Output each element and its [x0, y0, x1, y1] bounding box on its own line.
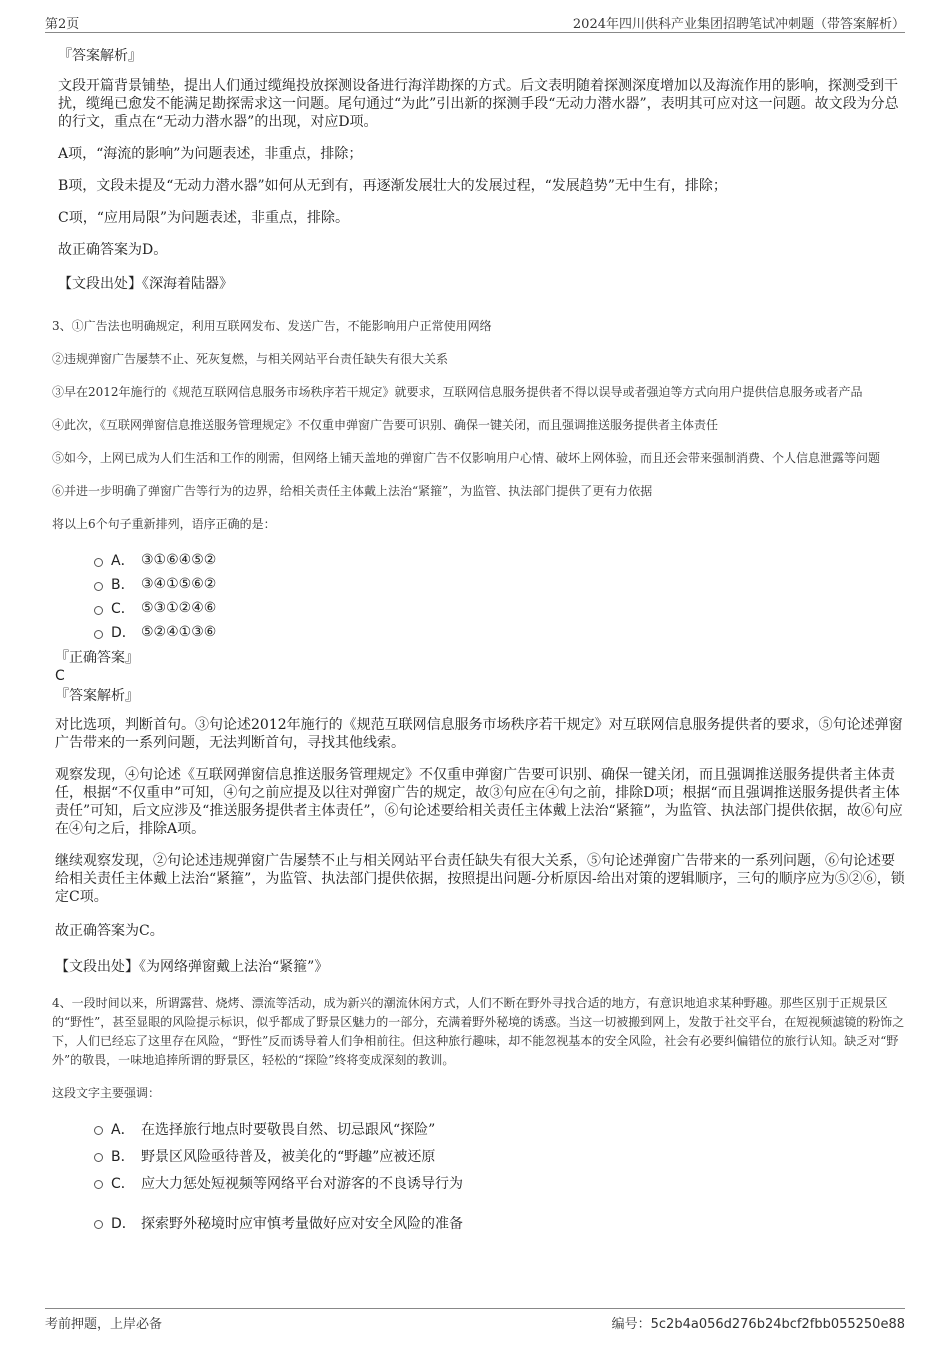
radio-button-icon[interactable]	[94, 606, 103, 615]
q3-option-a[interactable]	[94, 548, 905, 572]
radio-button-icon[interactable]	[94, 1126, 103, 1135]
q3-correct-title: 『正确答案』	[55, 650, 139, 666]
document-title: 2024年四川供科产业集团招聘笔试冲刺题（带答案解析）	[572, 17, 905, 32]
option-letter: B．	[111, 1148, 135, 1165]
q3-option-b[interactable]	[94, 572, 905, 596]
option-text: 应大力惩处短视频等网络平台对游客的不良诱导行为	[141, 1175, 463, 1192]
option-letter: A．	[111, 1121, 135, 1138]
radio-button-icon[interactable]	[94, 1153, 103, 1162]
q4-option-b[interactable]	[94, 1142, 905, 1169]
radio-button-icon[interactable]	[94, 558, 103, 567]
option-letter: D．	[111, 1215, 136, 1232]
option-letter: D．	[111, 625, 136, 641]
option-text: ⑤③①②④⑥	[141, 600, 217, 616]
q3-block	[52, 317, 905, 976]
q2-item-b: B项，文段未提及“无动力潜水器”如何从无到有，再逐渐发展壮大的发展过程，“发展趋势”无中生有，排除；	[58, 178, 727, 194]
q2-item-c: C项，“应用局限”为问题表述，非重点，排除。	[58, 210, 350, 226]
q4-option-a[interactable]	[94, 1115, 905, 1142]
q4-option-c[interactable]	[94, 1169, 905, 1196]
q3-options	[94, 548, 905, 644]
option-text: ⑤②④①③⑥	[141, 624, 217, 640]
footer-id-code: 5c2b4a056d276b24bcf2fbb055250e88	[650, 1317, 905, 1332]
q3-sentence-4: ④此次，《互联网弹窗信息推送服务管理规定》不仅重申弹窗广告要可识别、确保一键关闭，而且强调推送服务提供者主体责任	[52, 418, 719, 432]
q4-options	[94, 1115, 905, 1236]
q3-source: 【文段出处】《为网络弹窗戴上法治“紧箍”》	[55, 959, 329, 975]
q3-prompt: 将以上6个句子重新排列，语序正确的是：	[52, 517, 276, 531]
q3-sentence-1: 3、①广告法也明确规定，利用互联网发布、发送广告，不能影响用户正常使用网络	[52, 319, 492, 333]
page-content	[52, 45, 905, 1236]
q3-option-c[interactable]	[94, 596, 905, 620]
q4-passage: 4、一段时间以来，所谓露营、烧烤、漂流等活动，成为新兴的潮流休闲方式，人们不断在野外寻找合适的地方，有意识地追求某种野趣。那些区别于正规景区的“野性”，甚至显眼的风险提示标识，似乎都成了野景区魅力的一部分，充满着野外秘境的诱惑。当这一切被搬到网上，发散于社交平台，在短视频滤镜的粉饰之下，人们已经忘了这里存在风险，“野性”反而诱导着人们争相前往。但这种旅行趣味，却不能忽视基本的安全风险，社会有必要纠偏错位的旅行认知。缺乏对“野外”的敬畏，一味地追捧所谓的野景区，轻松的“探险”终将变成深刻的教训。	[52, 996, 905, 1067]
page-header	[45, 10, 905, 33]
option-text: 探索野外秘境时应审慎考量做好应对安全风险的准备	[141, 1215, 463, 1232]
q3-conclusion: 故正确答案为C。	[55, 923, 164, 939]
option-text: ③①⑥④⑤②	[141, 552, 217, 568]
q3-option-d[interactable]	[94, 620, 905, 644]
option-text: 在选择旅行地点时要敬畏自然、切忌跟风“探险”	[141, 1121, 436, 1138]
q3-sentence-3: ③早在2012年施行的《规范互联网信息服务市场秩序若干规定》就要求，互联网信息服务提供者不得以误导或者强迫等方式向用户提供信息服务或者产品	[52, 385, 863, 399]
radio-button-icon[interactable]	[94, 582, 103, 591]
q2-conclusion: 故正确答案为D。	[58, 242, 168, 258]
footer-id	[612, 1313, 905, 1332]
q4-prompt: 这段文字主要强调：	[52, 1086, 161, 1100]
q3-sentence-5: ⑤如今，上网已成为人们生活和工作的刚需，但网络上铺天盖地的弹窗广告不仅影响用户心情、破坏上网体验，而且还会带来强制消费、个人信息泄露等问题	[52, 451, 881, 465]
option-text: ③④①⑤⑥②	[141, 576, 217, 592]
q3-analysis-title: 『答案解析』	[55, 688, 139, 704]
q3-sentence-2: ②违规弹窗广告屡禁不止、死灰复燃，与相关网站平台责任缺失有很大关系	[52, 352, 449, 366]
page-footer	[45, 1308, 905, 1331]
radio-button-icon[interactable]	[94, 1220, 103, 1229]
option-letter: C．	[111, 601, 135, 617]
option-text: 野景区风险亟待普及，被美化的“野趣”应被还原	[141, 1148, 436, 1165]
footer-id-label: 编号：	[611, 1317, 651, 1332]
q2-analysis-title: 『答案解析』	[58, 48, 142, 64]
footer-slogan: 考前押题，上岸必备	[45, 1317, 163, 1332]
option-letter: B．	[111, 577, 135, 593]
radio-button-icon[interactable]	[94, 630, 103, 639]
q3-analysis-2: 观察发现，④句论述《互联网弹窗信息推送服务管理规定》不仅重申弹窗广告要可识别、确保一键关闭，而且强调推送服务提供者主体责任，根据“不仅重申”可知，④句之前应提及以往对弹窗广告的规定，故③句应在④句之前，排除D项；根据“而且强调推送服务提供者主体责任”可知，后文应涉及“推送服务提供者主体责任”，⑥句论述要给相关责任主体戴上法治“紧箍”，为监管、执法部门提供依据，故⑥句应在④句之后，排除A项。	[55, 767, 903, 837]
q4-option-d[interactable]	[94, 1209, 905, 1236]
q4-block	[52, 994, 905, 1236]
q3-analysis-3: 继续观察发现，②句论述违规弹窗广告屡禁不止与相关网站平台责任缺失有很大关系，⑤句论述弹窗广告带来的一系列问题，⑥句论述要给相关责任主体戴上法治“紧箍”，为监管、执法部门提供依据，按照提出问题-分析原因-给出对策的逻辑顺序，三句的顺序应为⑤②⑥，锁定C项。	[55, 853, 905, 905]
option-letter: C．	[111, 1175, 135, 1192]
option-letter: A．	[111, 553, 135, 569]
page-number: 第2页	[45, 17, 80, 32]
q3-correct-answer: C	[55, 668, 65, 684]
radio-button-icon[interactable]	[94, 1180, 103, 1189]
q3-analysis-1: 对比选项，判断首句。③句论述2012年施行的《规范互联网信息服务市场秩序若干规定》对互联网信息服务提供者的要求，⑤句论述弹窗广告带来的一系列问题，无法判断首句，寻找其他线索。	[55, 717, 903, 751]
q3-sentence-6: ⑥并进一步明确了弹窗广告等行为的边界，给相关责任主体戴上法治“紧箍”，为监管、执法部门提供了更有力依据	[52, 484, 653, 498]
q2-source: 【文段出处】《深海着陆器》	[58, 276, 233, 292]
q2-item-a: A项，“海流的影响”为问题表述，非重点，排除；	[58, 146, 363, 162]
q2-analysis-paragraph: 文段开篇背景铺垫，提出人们通过缆绳投放探测设备进行海洋勘探的方式。后文表明随着探测深度增加以及海流作用的影响，探测受到干扰，缆绳已愈发不能满足勘探需求这一问题。尾句通过“为此”引出新的探测手段“无动力潜水器”，表明其可应对这一问题。故文段为分总的行文，重点在“无动力潜水器”的出现，对应D项。	[58, 78, 899, 130]
